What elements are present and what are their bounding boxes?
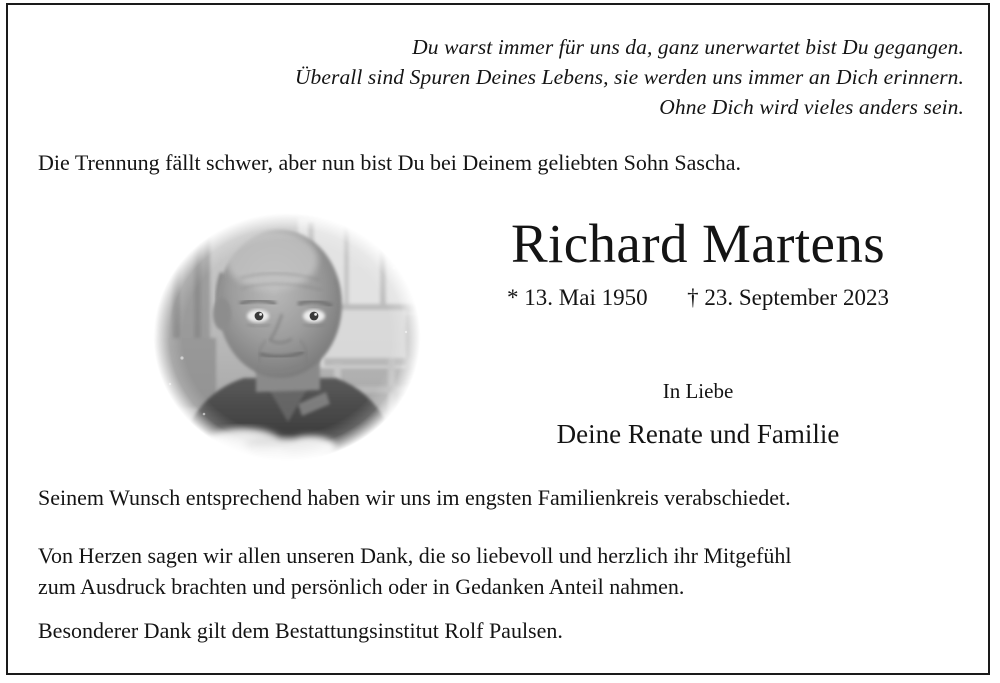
death-date: 23. September 2023 (704, 285, 889, 310)
farewell-note: Seinem Wunsch entsprechend haben wir uns im engsten Familienkreis verabschiedet. (38, 485, 791, 510)
verse-line-1: Du warst immer für uns da, ganz unerwartet bist Du gegangen. (412, 35, 964, 59)
mourner-salutation: In Liebe (662, 379, 734, 403)
verse-line-2: Überall sind Spuren Deines Lebens, sie werden uns immer an Dich erinnern. (294, 65, 964, 89)
intro-sentence: Die Trennung fällt schwer, aber nun bist Du bei Deinem geliebten Sohn Sascha. (38, 150, 741, 175)
thanks-line-1: Von Herzen sagen wir allen unseren Dank, die so liebevoll und herzlich ihr Mitgefühl (38, 543, 792, 568)
portrait-frame (148, 208, 426, 466)
life-dates (448, 283, 948, 313)
special-thanks-note: Besonderer Dank gilt dem Bestattungsinstitut Rolf Paulsen. (38, 618, 563, 643)
thanks-line-2: zum Ausdruck brachten und persönlich oder in Gedanken Anteil nahmen. (38, 574, 685, 599)
birth-date: 13. Mai 1950 (524, 285, 648, 310)
portrait-photo (148, 208, 426, 466)
verse-line-3: Ohne Dich wird vieles anders sein. (659, 95, 964, 119)
thanks-note (38, 540, 968, 602)
notice-canvas (8, 5, 988, 673)
mourner-family: Deine Renate und Familie (556, 419, 840, 449)
birth-symbol: * (507, 285, 519, 310)
deceased-name: Richard Martens (510, 213, 886, 274)
death-symbol: † (687, 285, 699, 310)
obituary-notice (6, 3, 990, 675)
portrait-image (148, 208, 426, 466)
memorial-verse (38, 32, 964, 122)
